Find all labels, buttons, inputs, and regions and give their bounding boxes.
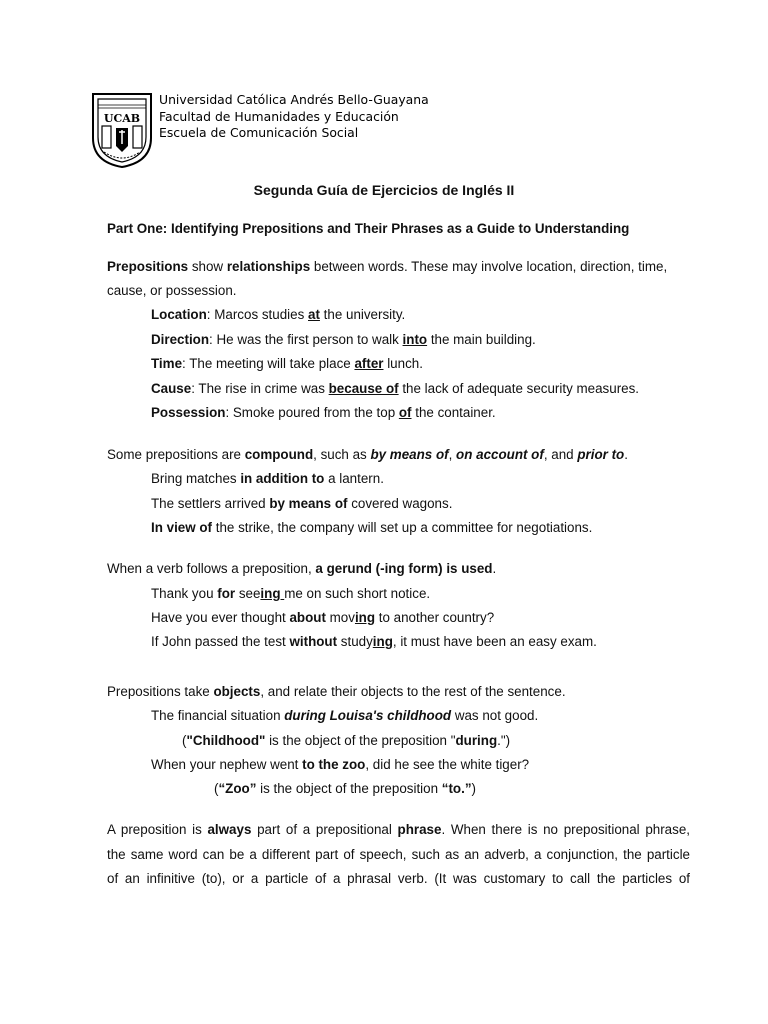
phrase-paragraph-line-1: A preposition is always part of a prepositional phrase. When there is no prepositional phrase, — [107, 822, 690, 837]
gerund-example-2: Have you ever thought about moving to another country? — [151, 610, 495, 625]
intro-line-1: Prepositions show relationships between words. These may involve location, direction, time, — [107, 259, 668, 274]
objects-example-1: The financial situation during Louisa's childhood was not good. — [151, 708, 539, 723]
example-location: Location: Marcos studies at the university. — [151, 307, 406, 322]
part-one-heading: Part One: Identifying Prepositions and Their Phrases as a Guide to Understanding — [107, 221, 630, 236]
institution-block — [159, 92, 429, 142]
objects-intro: Prepositions take objects, and relate their objects to the rest of the sentence. — [107, 684, 566, 699]
compound-example-3: In view of the strike, the company will set up a committee for negotiations. — [151, 520, 593, 535]
document-header — [90, 88, 690, 172]
compound-example-2: The settlers arrived by means of covered wagons. — [151, 496, 453, 511]
university-name: Universidad Católica Andrés Bello-Guayana — [159, 92, 429, 107]
svg-text:UCAB: UCAB — [103, 112, 141, 125]
phrase-paragraph-line-2: the same word can be a different part of speech, such as an adverb, a conjunction, the particle — [107, 847, 690, 862]
example-direction: Direction: He was the first person to walk into the main building. — [151, 332, 536, 347]
gerund-example-1: Thank you for seeing me on such short notice. — [151, 586, 431, 601]
intro-line-2: cause, or possession. — [107, 283, 237, 298]
objects-note-1: ("Childhood" is the object of the preposition "during.") — [182, 733, 511, 748]
compound-example-1: Bring matches in addition to a lantern. — [151, 471, 384, 486]
phrase-paragraph-line-3: of an infinitive (to), or a particle of a phrasal verb. (It was customary to call the particles of — [107, 871, 690, 886]
objects-note-2: (“Zoo” is the object of the preposition “to.”) — [214, 781, 476, 796]
example-time: Time: The meeting will take place after lunch. — [151, 356, 423, 371]
gerund-example-3: If John passed the test without studying, it must have been an easy exam. — [151, 634, 597, 649]
example-cause: Cause: The rise in crime was because of the lack of adequate security measures. — [151, 381, 640, 396]
school-name: Escuela de Comunicación Social — [159, 125, 359, 140]
faculty-name: Facultad de Humanidades y Educación — [159, 108, 399, 124]
objects-example-2: When your nephew went to the zoo, did he see the white tiger? — [151, 757, 530, 772]
compound-intro: Some prepositions are compound, such as by means of, on account of, and prior to. — [107, 447, 628, 462]
document-title: Segunda Guía de Ejercicios de Inglés II — [253, 182, 515, 198]
university-seal-logo — [90, 88, 154, 168]
gerund-intro: When a verb follows a preposition, a gerund (-ing form) is used. — [107, 561, 497, 576]
example-possession: Possession: Smoke poured from the top of the container. — [151, 405, 496, 420]
